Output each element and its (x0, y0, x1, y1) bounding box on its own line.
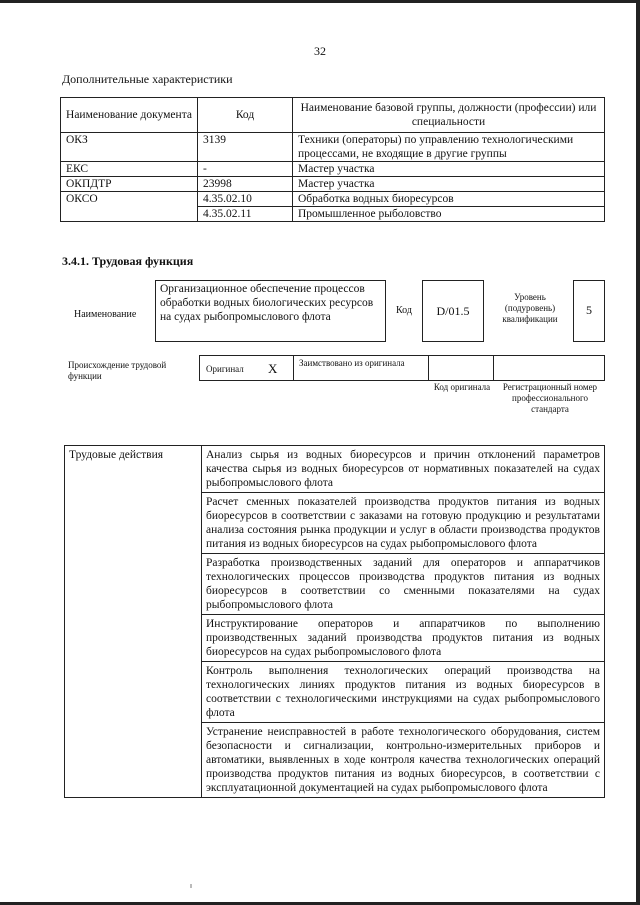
header-group-name: Наименование базовой группы, должности (профессии) или специальности (293, 98, 605, 133)
header-document: Наименование документа (61, 98, 198, 133)
function-heading: 3.4.1. Трудовая функция (62, 254, 194, 268)
action-item: Инструктирование операторов и аппаратчиков по выполнению производственных заданий производства продуктов питания из водных биоресурсов на судах рыбопромыслового флота (202, 615, 605, 662)
page-frame-right (636, 0, 640, 905)
table-header-row (61, 98, 605, 133)
action-item: Контроль выполнения технологических операций производства на технологических линиях продуктов питания из водных биоресурсов в соответствии с технологическими инструкциями на судах рыбопромыслового флота (202, 662, 605, 723)
table-row (61, 162, 605, 177)
function-level-box (573, 280, 605, 342)
labor-actions-table (64, 445, 605, 798)
reg-number-label: Регистрационный номер профессионального стандарта (502, 382, 598, 414)
origin-label: Происхождение трудовой функции (68, 360, 167, 381)
function-code-box (422, 280, 484, 342)
cell-code: 4.35.02.11 (198, 207, 293, 222)
action-item: Устранение неисправностей в работе технологического оборудования, систем безопасности и сигнализации, контрольно-измерительных приборов и автоматики, выявленных в ходе контроля качества технологических операций производства продуктов питания из водных биоресурсов, в соответствии с эксплуатационной документацией на судах рыбопромыслового флота (202, 723, 605, 798)
table-row (61, 133, 605, 162)
action-item: Расчет сменных показателей производства продуктов питания из водных биоресурсов в соответствии с заказами на готовую продукцию и результатами анализа состояния рынка продукции и услуг в области производства продуктов питания из водных биоресурсов на судах рыбопромыслового флота (202, 493, 605, 554)
action-item: Анализ сырья из водных биоресурсов и причин отклонений параметров качества сырья из водных биоресурсов от нормативных показателей на судах рыбопромыслового флота (202, 446, 605, 493)
original-label: Оригинал (206, 364, 244, 374)
cell-code: 23998 (198, 177, 293, 192)
origin-code-box (428, 355, 494, 381)
origin-original-box (199, 355, 294, 381)
function-name-box (155, 280, 386, 342)
cell-code: 4.35.02.10 (198, 192, 293, 207)
function-code-label: Код (396, 305, 412, 316)
cell-name: Мастер участка (293, 177, 605, 192)
cell-doc (61, 207, 198, 222)
action-item: Разработка производственных заданий для операторов и аппаратчиков технологических процессов производства продуктов питания из водных биоресурсов в соответствии со сменными показателями на судах рыбопромыслового флота (202, 554, 605, 615)
original-mark: X (268, 361, 278, 376)
additional-characteristics-table (60, 97, 605, 222)
cell-name: Техники (операторы) по управлению технологическими процессами, не входящие в другие группы (293, 133, 605, 162)
cell-doc: ЕКС (61, 162, 198, 177)
page-frame-top (0, 0, 640, 3)
cell-code: - (198, 162, 293, 177)
cell-doc: ОКПДТР (61, 177, 198, 192)
scan-mark (190, 884, 192, 888)
cell-doc: ОКЗ (61, 133, 198, 162)
function-name-value: Организационное обеспечение процессов обработки водных биологических ресурсов на судах рыбопромыслового флота (160, 283, 374, 323)
origin-borrowed-box (293, 355, 429, 381)
table-row (61, 177, 605, 192)
function-code-value: D/01.5 (436, 304, 470, 318)
labor-actions-label: Трудовые действия (65, 446, 202, 798)
section-subtitle: Дополнительные характеристики (62, 72, 233, 86)
header-code: Код (198, 98, 293, 133)
origin-regnum-box (493, 355, 605, 381)
action-row (65, 446, 605, 493)
table-row (61, 192, 605, 207)
function-level-value: 5 (586, 303, 592, 317)
cell-doc: ОКСО (61, 192, 198, 207)
table-row (61, 207, 605, 222)
function-name-label: Наименование (74, 309, 137, 320)
borrowed-label: Заимствовано из оригинала (299, 358, 405, 368)
cell-name: Обработка водных биоресурсов (293, 192, 605, 207)
code-original-label: Код оригинала (433, 382, 491, 392)
cell-name: Мастер участка (293, 162, 605, 177)
page-number: 32 (314, 44, 326, 58)
function-level-label: Уровень (подуровень) квалификации (502, 292, 558, 324)
cell-name: Промышленное рыболовство (293, 207, 605, 222)
cell-code: 3139 (198, 133, 293, 162)
